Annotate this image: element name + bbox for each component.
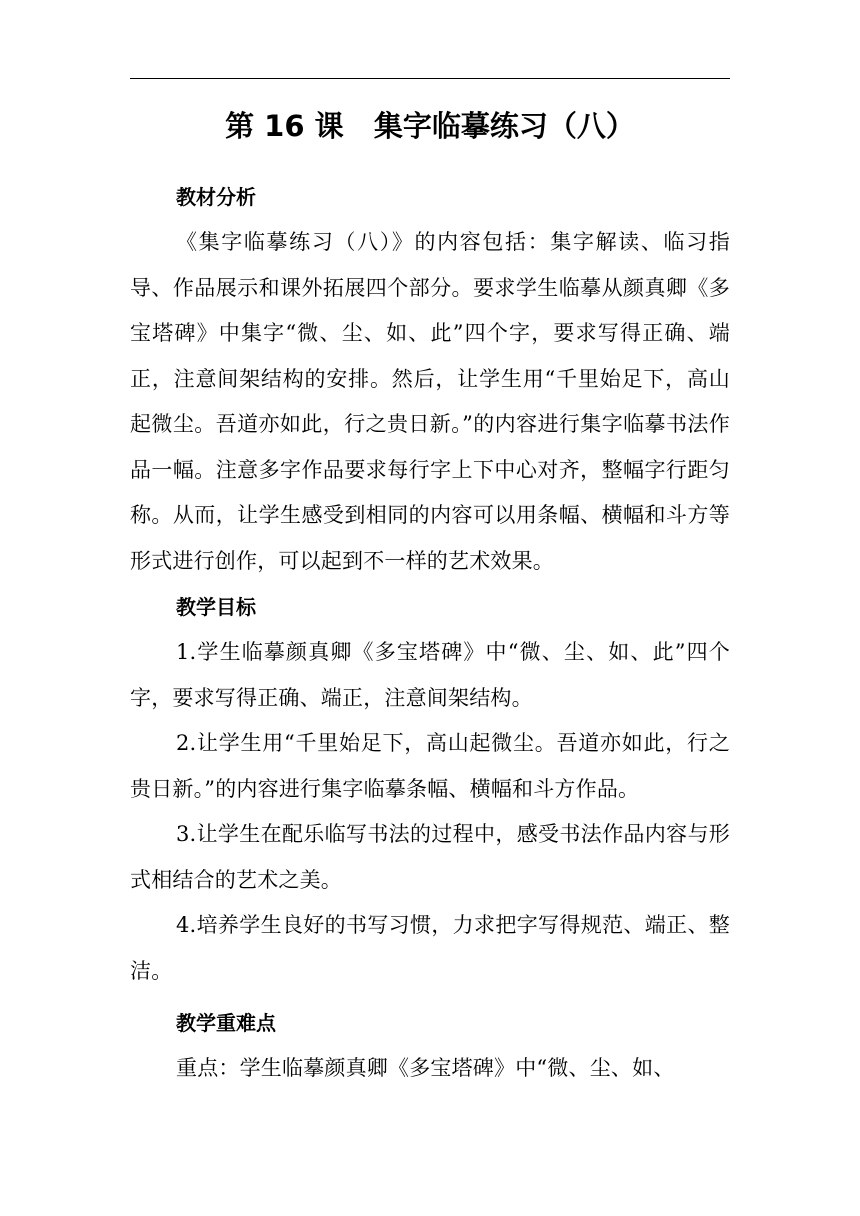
section-material-analysis <box>130 174 730 584</box>
paragraph: 3.让学生在配乐临写书法的过程中，感受书法作品内容与形式相结合的艺术之美。 <box>130 822 730 892</box>
paragraph: 1.学生临摹颜真卿《多宝塔碑》中“微、尘、如、此”四个字，要求写得正确、端正，注意间架结构。 <box>130 640 730 710</box>
section-heading: 教学目标 <box>176 595 256 619</box>
section-heading: 教材分析 <box>176 185 256 209</box>
paragraph: 2.让学生用“千里始足下，高山起微尘。吾道亦如此，行之贵日新。”的内容进行集字临摹条幅、横幅和斗方作品。 <box>130 731 730 801</box>
paragraph: 重点：学生临摹颜真卿《多宝塔碑》中“微、尘、如、 <box>176 1056 675 1080</box>
header-rule <box>130 78 730 79</box>
section-key-difficulties <box>130 1000 730 1092</box>
section-heading: 教学重难点 <box>176 1011 276 1035</box>
document-body <box>130 96 730 1092</box>
page-title: 第 16 课 集字临摹练习（八） <box>225 109 635 143</box>
section-teaching-goals <box>130 584 730 994</box>
paragraph: 4.培养学生良好的书写习惯，力求把字写得规范、端正、整洁。 <box>130 913 730 983</box>
paragraph: 《集字临摹练习（八）》的内容包括：集字解读、临习指导、作品展示和课外拓展四个部分。要求学生临摹从颜真卿《多宝塔碑》中集字“微、尘、如、此”四个字，要求写得正确、端正，注意间架结构的安排。然后，让学生用“千里始足下，高山起微尘。吾道亦如此，行之贵日新。”的内容进行集字临摹书法作品一幅。注意多字作品要求每行字上下中心对齐，整幅字行距匀称。从而，让学生感受到相同的内容可以用条幅、横幅和斗方等形式进行创作，可以起到不一样的艺术效果。 <box>130 230 730 573</box>
